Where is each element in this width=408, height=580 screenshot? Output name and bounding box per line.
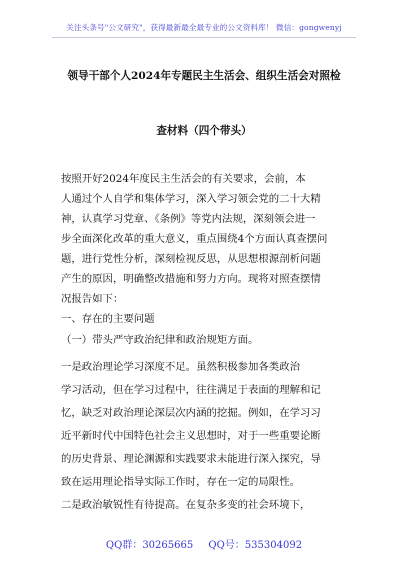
document-title-line-1: 领导干部个人2024年专题民主生活会、组织生活会对照检 <box>67 70 341 82</box>
body-line: 近平新时代中国特色社会主义思想时，对于一些重要论断 <box>61 430 321 442</box>
section-heading: 一、存在的主要问题 <box>61 313 155 325</box>
footer-qq-group: QQ群：30265665 <box>105 540 194 551</box>
body-line: 产生的原因，明确整改措施和努力方向。现将对照查摆情 <box>61 273 321 285</box>
body-line: 二是政治敏锐性有待提高。在复杂多变的社会环境下， <box>61 499 311 511</box>
subsection-heading: （一）带头严守政治纪律和政治规矩方面。 <box>61 334 259 346</box>
body-line: 按照开好2024年度民主生活会的有关要求，会前，本 <box>61 173 306 185</box>
banner-divider <box>52 37 356 38</box>
promo-banner: 关注头条号"公文研究"，获得最新最全最专业的公文资料库！ 微信：gongwenyj <box>66 23 342 32</box>
body-line: 致在运用理论指导实际工作时，存在一定的局限性。 <box>61 476 300 488</box>
document-title-line-2: 查材料（四个带头） <box>156 125 252 137</box>
body-line: 的历史背景、理论渊源和实践要求未能进行深入探究，导 <box>61 453 321 465</box>
body-line: 题，进行党性分析，深刻检视反思，从思想根源剖析问题 <box>61 253 321 265</box>
body-line: 一是政治理论学习深度不足。虽然积极参加各类政治 <box>61 361 300 373</box>
body-line: 人通过个人自学和集体学习，深入学习领会党的二十大精 <box>61 193 321 205</box>
body-line: 忆，缺乏对政治理论深层次内涵的挖掘。例如，在学习习 <box>61 407 321 419</box>
body-line: 神，认真学习党章、《条例》等党内法规，深刻领会进一 <box>61 213 316 225</box>
body-line: 学习活动，但在学习过程中，往往满足于表面的理解和记 <box>61 384 321 396</box>
body-line: 步全面深化改革的重大意义，重点围绕4个方面认真查摆问 <box>61 233 328 245</box>
footer-qq-number: QQ号：535304092 <box>208 540 303 551</box>
body-line: 况报告如下： <box>61 293 124 305</box>
footer-contacts <box>0 536 408 551</box>
